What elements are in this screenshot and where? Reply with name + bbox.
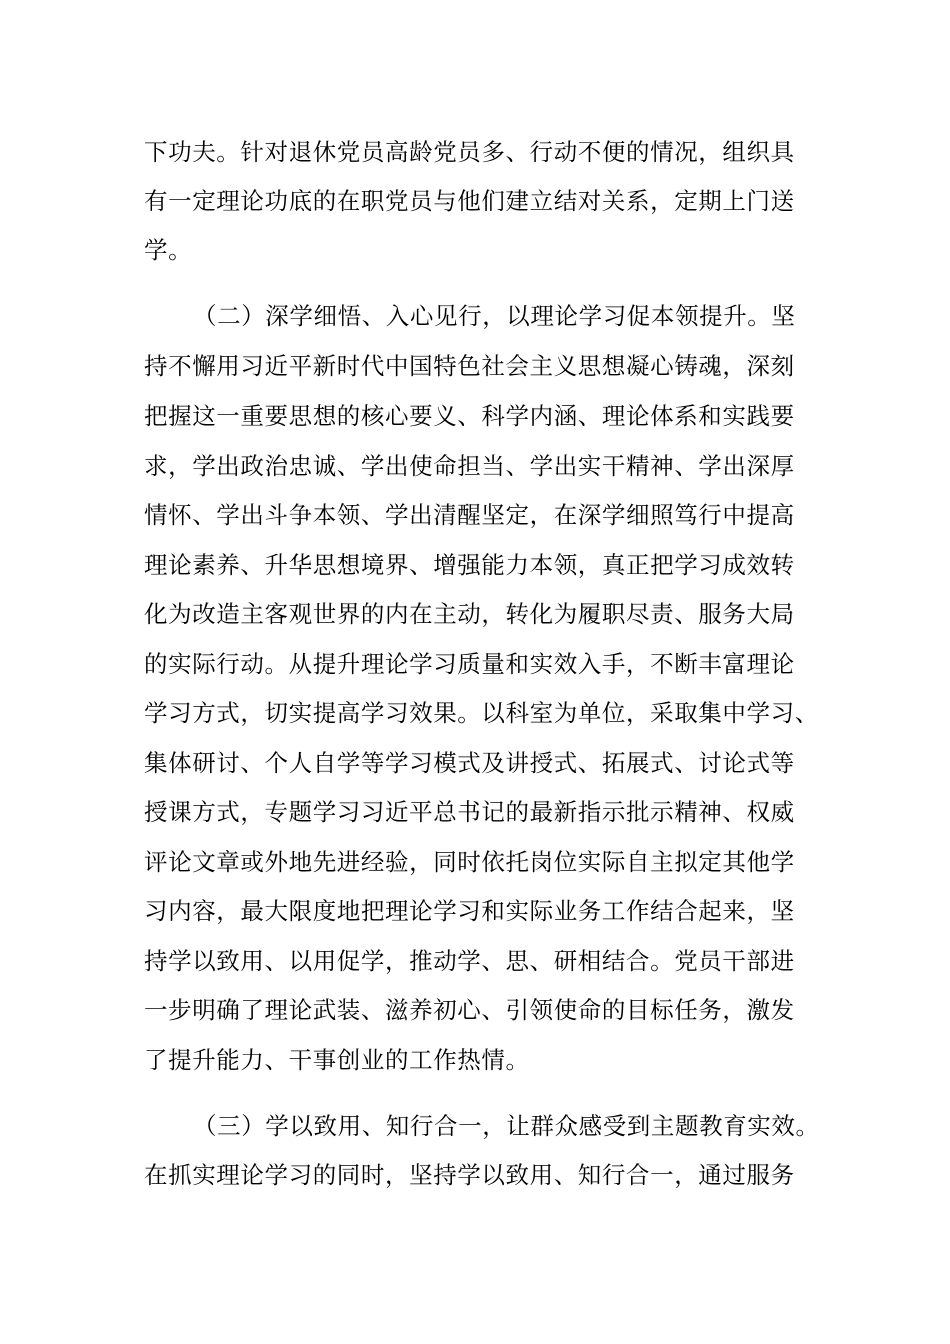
paragraph-2-line-15: 一步明确了理论武装、滋养初心、引领使命的目标任务，激发	[144, 996, 795, 1024]
paragraph-2-line-12: 评论文章或外地先进经验，同时依托岗位实际自主拟定其他学	[144, 848, 795, 876]
paragraph-2-line-11: 授课方式，专题学习习近平总书记的最新指示批示精神、权威	[144, 798, 795, 826]
paragraph-1-line-1: 下功夫。针对退休党员高龄党员多、行动不便的情况，组织具	[144, 138, 795, 166]
paragraph-2-line-16: 了提升能力、干事创业的工作热情。	[144, 1046, 530, 1074]
paragraph-2-line-3: 把握这一重要思想的核心要义、科学内涵、理论体系和实践要	[144, 402, 795, 430]
paragraph-2-line-8: 的实际行动。从提升理论学习质量和实效入手，不断丰富理论	[144, 650, 795, 678]
paragraph-2-line-5: 情怀、学出斗争本领、学出清醒坚定，在深学细照笃行中提高	[144, 501, 795, 529]
paragraph-2-line-2: 持不懈用习近平新时代中国特色社会主义思想凝心铸魂，深刻	[144, 352, 795, 380]
paragraph-3-line-1: （三）学以致用、知行合一，让群众感受到主题教育实效。	[193, 1112, 820, 1140]
paragraph-2-line-9: 学习方式，切实提高学习效果。以科室为单位，采取集中学习、	[144, 699, 819, 727]
paragraph-2-line-14: 持学以致用、以用促学，推动学、思、研相结合。党员干部进	[144, 947, 795, 975]
paragraph-2-line-10: 集体研讨、个人自学等学习模式及讲授式、拓展式、讨论式等	[144, 749, 795, 777]
paragraph-2-line-13: 习内容，最大限度地把理论学习和实际业务工作结合起来，坚	[144, 897, 795, 925]
paragraph-3-line-2: 在抓实理论学习的同时，坚持学以致用、知行合一，通过服务	[144, 1161, 795, 1189]
paragraph-2-line-7: 化为改造主客观世界的内在主动，转化为履职尽责、服务大局	[144, 600, 795, 628]
paragraph-1-line-3: 学。	[144, 236, 193, 264]
paragraph-2-line-1: （二）深学细悟、入心见行，以理论学习促本领提升。坚	[193, 302, 796, 330]
paragraph-2-line-4: 求，学出政治忠诚、学出使命担当、学出实干精神、学出深厚	[144, 452, 795, 480]
paragraph-1-line-2: 有一定理论功底的在职党员与他们建立结对关系，定期上门送	[144, 187, 795, 215]
paragraph-2-line-6: 理论素养、升华思想境界、增强能力本领，真正把学习成效转	[144, 551, 795, 579]
